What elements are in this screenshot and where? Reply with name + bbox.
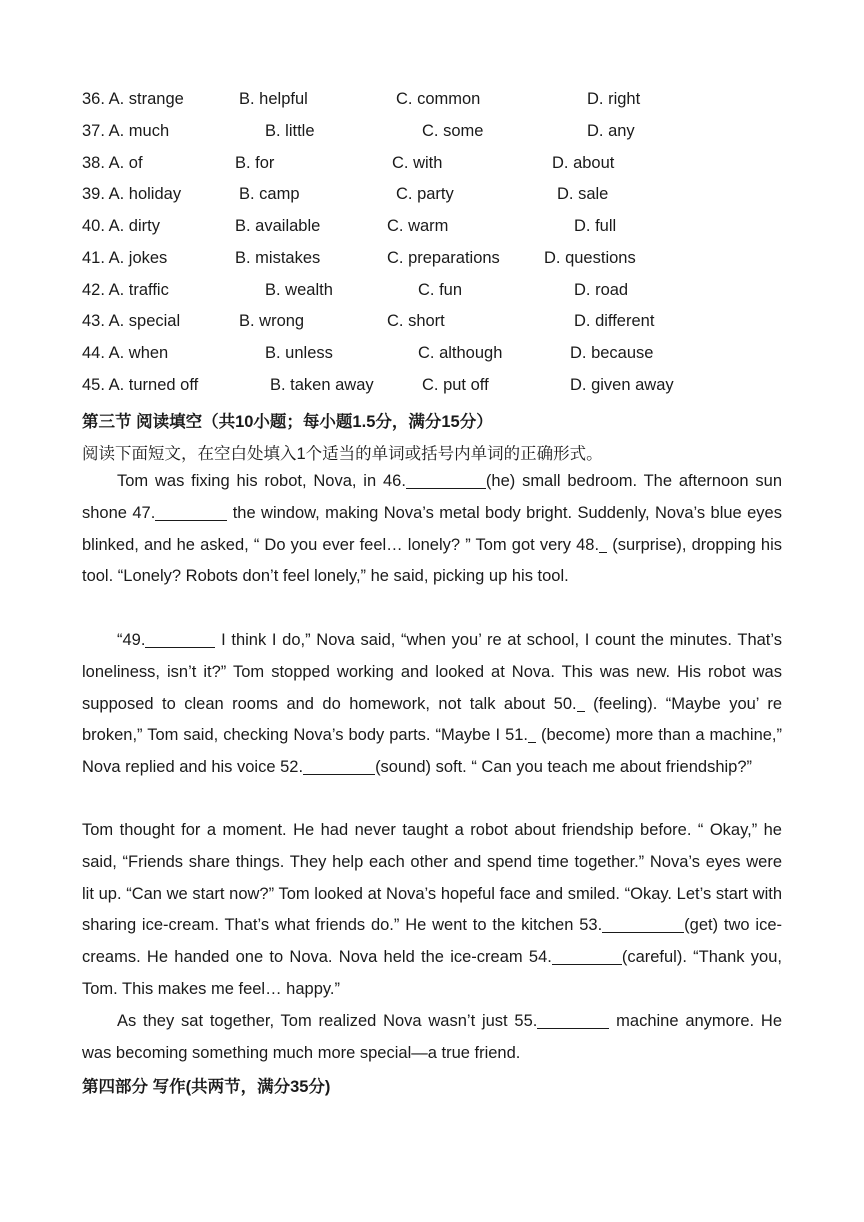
option-a: 39. A. holiday (82, 185, 182, 203)
option-b: B. mistakes (235, 249, 321, 267)
option-d: D. given away (570, 376, 674, 394)
option-d: D. full (574, 217, 617, 235)
passage-text: the window, making Nova’s metal body bright. Suddenly, Nova’s blue eyes blinked, and he asked, “ Do you ever feel… lonely? ” Tom got very 48. (82, 503, 782, 554)
option-c: C. put off (422, 376, 489, 394)
section-3-heading: 第三节 阅读填空（共10小题；每小题1.5分，满分15分） (82, 413, 493, 431)
answer-blank-49[interactable] (145, 630, 215, 648)
option-c: C. some (422, 122, 484, 140)
passage-text: “49. (117, 631, 146, 649)
option-c: C. common (396, 90, 481, 108)
section-3-instruction: 阅读下面短文，在空白处填入1个适当的单词或括号内单词的正确形式。 (82, 445, 603, 463)
answer-blank-46[interactable] (406, 471, 486, 489)
answer-blank-53[interactable] (602, 915, 684, 933)
answer-blank-50[interactable] (577, 694, 585, 712)
answer-blank-54[interactable] (552, 947, 622, 965)
passage-text: machine anymore. He was becoming something much more special—a true friend. (82, 1012, 782, 1062)
option-b: B. unless (265, 344, 333, 362)
option-a: 40. A. dirty (82, 217, 160, 235)
option-c: C. although (418, 344, 503, 362)
passage-text: (become) more than a machine,” Nova replied and his voice 52. (82, 726, 782, 777)
option-a: 44. A. when (82, 344, 169, 362)
option-d: D. any (587, 122, 635, 140)
option-a: 41. A. jokes (82, 249, 168, 267)
option-c: C. preparations (387, 249, 500, 267)
option-c: C. party (396, 185, 454, 203)
option-b: B. available (235, 217, 321, 235)
passage-paragraph-1 (82, 466, 782, 593)
answer-blank-51[interactable] (528, 725, 536, 743)
option-b: B. little (265, 122, 315, 140)
passage-text: I think I do,” Nova said, “when you’ re at school, I count the minutes. That’s loneliness, isn’t it?” Tom stopped working and looked at Nova. This was new. His robot was supposed to clean rooms and do homework, not talk about 50. (82, 631, 782, 713)
option-c: C. with (392, 154, 443, 172)
option-c: C. short (387, 312, 445, 330)
option-b: B. wealth (265, 281, 333, 299)
passage-text: Tom was fixing his robot, Nova, in 46. (117, 472, 406, 490)
option-d: D. sale (557, 185, 609, 203)
answer-blank-47[interactable] (155, 503, 227, 521)
answer-blank-48[interactable] (599, 535, 607, 553)
option-d: D. road (574, 281, 629, 299)
option-c: C. warm (387, 217, 449, 235)
answer-blank-52[interactable] (303, 757, 375, 775)
answer-blank-55[interactable] (537, 1011, 609, 1029)
option-a: 42. A. traffic (82, 281, 169, 299)
option-d: D. different (574, 312, 655, 330)
passage-paragraph-2 (82, 625, 782, 784)
passage-text: (feeling). “Maybe you’ re broken,” Tom said, checking Nova’s body parts. “Maybe I 51. (82, 694, 782, 745)
option-a: 43. A. special (82, 312, 181, 330)
option-b: B. for (235, 154, 275, 172)
option-d: D. because (570, 344, 654, 362)
option-d: D. about (552, 154, 615, 172)
option-b: B. camp (239, 185, 300, 203)
section-4-heading: 第四部分 写作(共两节，满分35分) (82, 1078, 331, 1096)
passage-paragraph-4 (82, 1006, 782, 1070)
passage-text: (he) small bedroom. The afternoon sun shone 47. (82, 472, 782, 522)
option-b: B. helpful (239, 90, 308, 108)
passage-text: Tom thought for a moment. He had never taught a robot about friendship before. “ Okay,” he said, “Friends share things. They help each other and spend time together.” Nova’s eyes were lit up. “Can we start now?” Tom looked at Nova’s hopeful face and smiled. “Okay. Let’s start with sharing ice-cream. That’s what friends do.” He went to the kitchen 53. (82, 821, 782, 935)
option-c: C. fun (418, 281, 463, 299)
option-a: 37. A. much (82, 122, 170, 140)
passage-text: (surprise), dropping his tool. “Lonely? Robots don’t feel lonely,” he said, picking up his tool. (82, 535, 783, 586)
option-a: 45. A. turned off (82, 376, 199, 394)
passage-text: (careful). “Thank you, Tom. This makes me feel… happy.” (82, 948, 782, 998)
option-a: 38. A. of (82, 154, 143, 172)
passage-text: As they sat together, Tom realized Nova wasn’t just 55. (117, 1012, 538, 1030)
option-b: B. wrong (239, 312, 305, 330)
passage-text: (get) two ice-creams. He handed one to Nova. Nova held the ice-cream 54. (82, 916, 783, 967)
option-a: 36. A. strange (82, 90, 184, 108)
option-d: D. right (587, 90, 641, 108)
passage-paragraph-3 (82, 815, 782, 1006)
option-d: D. questions (544, 249, 636, 267)
passage-text: (sound) soft. “ Can you teach me about friendship?” (375, 758, 753, 777)
option-b: B. taken away (270, 376, 374, 394)
